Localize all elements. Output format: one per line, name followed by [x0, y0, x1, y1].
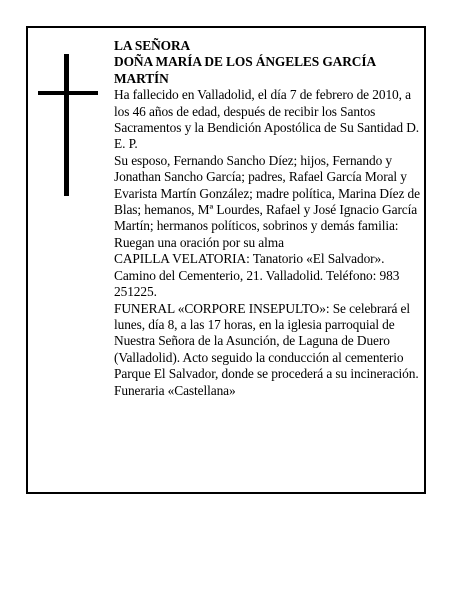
- cross-vertical-bar: [64, 54, 69, 196]
- death-announcement: Ha fallecido en Valladolid, el día 7 de febrero de 2010, a los 46 años de edad, después de recibir los Santos Sacramentos y la Bendición Apostólica de Su Santidad D. E. P.: [114, 87, 420, 152]
- funeral-home: Funeraria «Castellana»: [114, 382, 236, 398]
- heading-title: LA SEÑORA: [114, 38, 191, 53]
- family-list: Su esposo, Fernando Sancho Díez; hijos, Fernando y Jonathan Sancho García; padres, Rafael García Moral y Evarista Martín González; madre política, Marina Díez de Blas; hemanos, Mª Lourdes, Rafael y José Ignacio García Martín; hermanos políticos, sobrinos y demás familia:: [114, 152, 420, 234]
- cross-icon: [38, 54, 98, 196]
- prayer-request: Ruegan una oración por su alma: [114, 234, 284, 250]
- cross-horizontal-bar: [38, 91, 98, 95]
- funeral-details: FUNERAL «CORPORE INSEPULTO»: Se celebrará el lunes, día 8, a las 17 horas, en la iglesia parroquial de Nuestra Señora de la Asunción, de Laguna de Duero (Valladolid). Acto seguido la conducción al cementerio Parque El Salvador, donde se procederá a su incineración.: [114, 300, 419, 382]
- obituary-text: [114, 38, 426, 399]
- wake-location: CAPILLA VELATORIA: Tanatorio «El Salvador». Camino del Cementerio, 21. Valladolid. Teléfono: 983 251225.: [114, 251, 400, 300]
- deceased-name: DOÑA MARÍA DE LOS ÁNGELES GARCÍA MARTÍN: [114, 54, 376, 86]
